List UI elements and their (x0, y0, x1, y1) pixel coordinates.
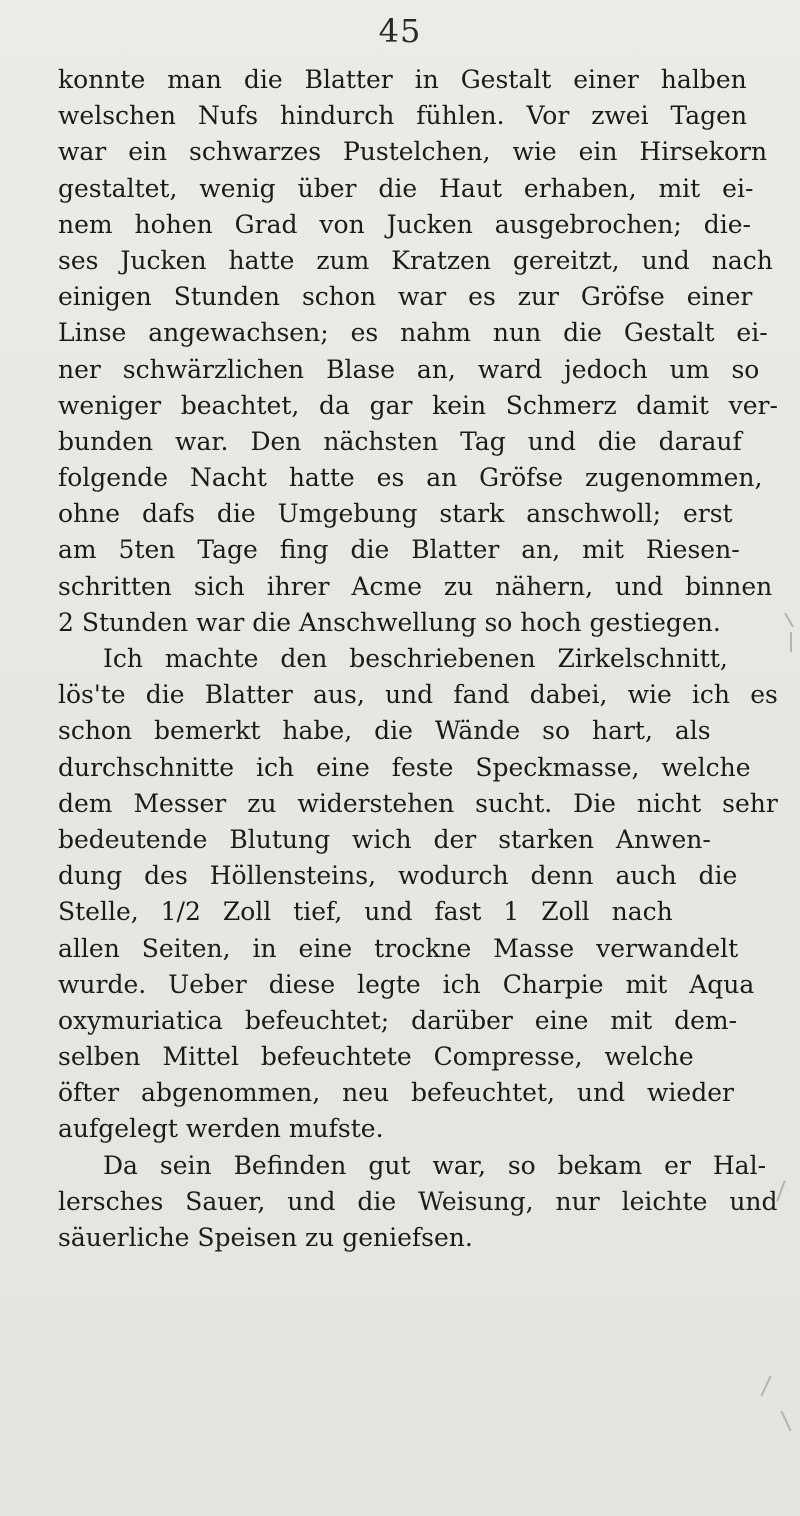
text-line: Da sein Befinden gut war, so bekam er Hal- (103, 1150, 767, 1180)
text-line: ses Jucken hatte zum Kratzen gereitzt, und nach (58, 245, 773, 275)
text-line: schritten sich ihrer Acme zu nähern, und binnen (58, 571, 773, 601)
text-line: Linse angewachsen; es nahm nun die Gestalt ei- (58, 318, 768, 348)
text-line: Stelle, 1/2 Zoll tief, und fast 1 Zoll nach (58, 897, 673, 927)
text-line: konnte man die Blatter in Gestalt einer halben (58, 65, 747, 94)
text-line: lersches Sauer, und die Weisung, nur leichte und (58, 1186, 778, 1216)
text-line: wurde. Ueber diese legte ich Charpie mit Aqua (58, 969, 755, 999)
margin-mark (780, 1411, 791, 1432)
text-line: einigen Stunden schon war es zur Gröfse einer (58, 282, 753, 312)
text-line: durchschnitte ich eine feste Speckmasse, welche (58, 752, 751, 782)
text-line: ohne dafs die Umgebung stark anschwoll; erst (58, 499, 733, 529)
text-line: weniger beachtet, da gar kein Schmerz damit ver- (58, 390, 778, 420)
text-line: allen Seiten, in eine trockne Masse verwandelt (58, 933, 739, 963)
text-line: lös'te die Blatter aus, und fand dabei, wie ich es (58, 680, 778, 710)
text-line: bedeutende Blutung wich der starken Anwen- (58, 824, 711, 854)
body-text (58, 62, 778, 1256)
text-line: bunden war. Den nächsten Tag und die darauf (58, 426, 742, 456)
margin-mark (784, 613, 794, 628)
page-number: 45 (378, 12, 422, 50)
text-line: 2 Stunden war die Anschwellung so hoch gestiegen. (58, 607, 721, 637)
text-line: oxymuriatica befeuchtet; darüber eine mit dem- (58, 1005, 738, 1035)
text-line: gestaltet, wenig über die Haut erhaben, mit ei- (58, 173, 754, 203)
text-line: war ein schwarzes Pustelchen, wie ein Hirsekorn (58, 137, 768, 167)
text-line: am 5ten Tage fing die Blatter an, mit Riesen- (58, 535, 740, 565)
text-line: säuerliche Speisen zu geniefsen. (58, 1223, 473, 1252)
text-line: Ich machte den beschriebenen Zirkelschnitt, (103, 644, 728, 673)
text-line: öfter abgenommen, neu befeuchtet, und wieder (58, 1078, 734, 1108)
margin-mark (790, 632, 792, 652)
text-line: welschen Nufs hindurch fühlen. Vor zwei Tagen (58, 101, 748, 131)
text-line: selben Mittel befeuchtete Compresse, welche (58, 1042, 694, 1072)
text-line: folgende Nacht hatte es an Gröfse zugenommen, (58, 463, 763, 493)
text-line: aufgelegt werden mufste. (58, 1114, 384, 1144)
margin-mark (760, 1376, 771, 1397)
text-line: schon bemerkt habe, die Wände so hart, als (58, 716, 711, 746)
text-line: dem Messer zu widerstehen sucht. Die nicht sehr (58, 788, 778, 818)
text-line: nem hohen Grad von Jucken ausgebrochen; die- (58, 209, 752, 239)
text-line: dung des Höllensteins, wodurch denn auch die (58, 861, 738, 891)
text-line: ner schwärzlichen Blase an, ward jedoch um so (58, 354, 760, 384)
